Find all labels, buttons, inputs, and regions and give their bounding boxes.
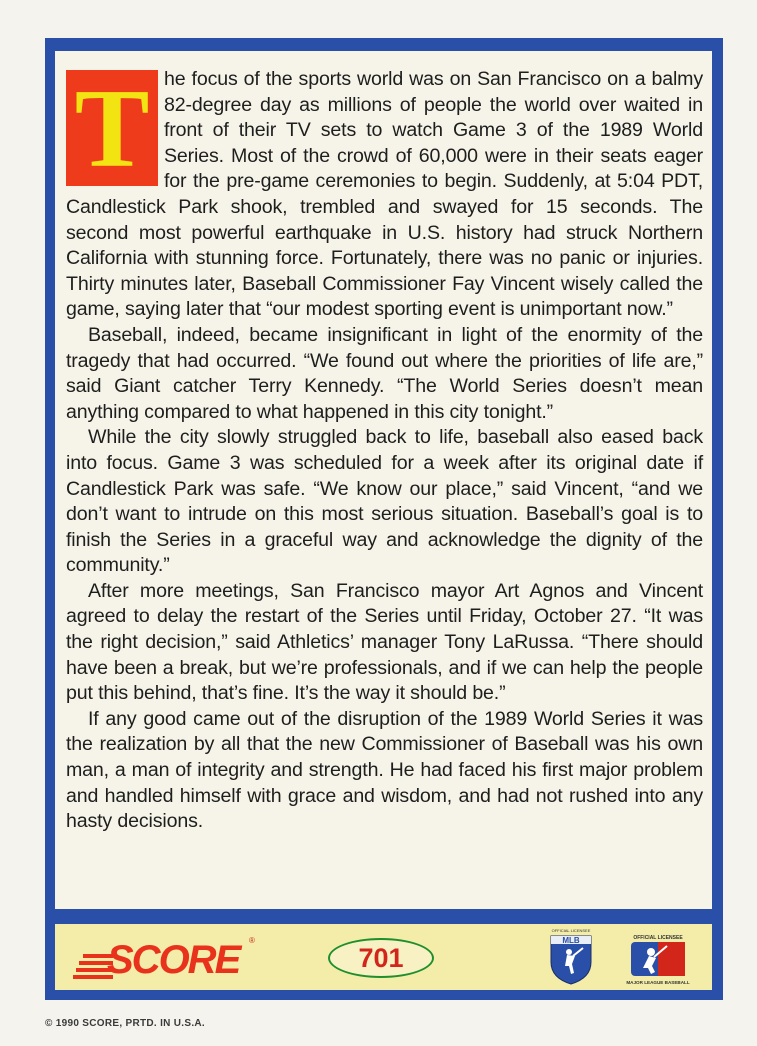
mlb-logo-icon	[547, 926, 595, 986]
article-body	[66, 67, 703, 835]
paragraph-3: While the city slowly struggled back to life, baseball also eased back into focus. Game 3 was scheduled for a week after its original date if Candlestick Park was safe. “We know our place,” said Vincent, “and we don’t want to intrude on this most serious situation. Baseball’s goal is to finish the Series in a graceful way and acknowledge the dignity of the community.”	[66, 426, 703, 577]
paragraph-1-text: he focus of the sports world was on San Francisco on a balmy 82-degree day as millions of people the world over waited in front of their TV sets to watch Game 3 of the 1989 World Series. Most of the crowd of 60,000 were in their seats eager for the pre-game ceremonies to begin. Suddenly, at 5:04 PDT, Candlestick Park shook, trembled and swayed for 15 seconds. The second most powerful earthquake in U.S. history had struck Northern California with stunning force. Fortunately, there was no panic or injuries. Thirty minutes later, Baseball Commissioner Fay Vincent wisely called the game, saying later that “our modest sporting event is unimportant now.”	[66, 68, 703, 321]
mlb-badge-caption: OFFICIAL LICENSEE	[551, 928, 591, 933]
paragraph-4: After more meetings, San Francisco mayor Art Agnos and Vincent agreed to delay the restart of the Series until Friday, October 27. “It was the right decision,” said Athletics’ manager Tony LaRussa. “There should have been a break, but we’re professionals, and if we can help the people put this behind, that’s fine. It’s the way it should be.”	[66, 579, 703, 705]
paragraph-2: Baseball, indeed, became insignificant in light of the enormity of the tragedy that had occurred. “We found out where the priorities of life are,” said Giant catcher Terry Kennedy. “The World Series doesn’t mean anything compared to what happened in this city tonight.”	[66, 323, 703, 423]
official-licensee-logo-icon	[623, 932, 693, 988]
drop-cap	[66, 67, 158, 191]
licensee-top-text: OFFICIAL LICENSEE	[633, 935, 683, 941]
score-logo	[73, 936, 253, 984]
drop-cap-letter: T	[74, 67, 150, 191]
paragraph-1	[66, 67, 703, 323]
card-footer	[55, 924, 712, 990]
paragraph-5: If any good came out of the disruption of the 1989 World Series it was the realization by all that the new Commissioner of Baseball was his own man, a man of integrity and strength. He had faced his first major problem and handled himself with grace and wisdom, and had not rushed into any hasty decisions.	[66, 707, 703, 833]
score-wordmark: SCORE	[107, 938, 240, 982]
card-number: 701	[358, 943, 404, 973]
copyright-line: © 1990 SCORE, PRTD. IN U.S.A.	[45, 1018, 205, 1029]
card-number-badge	[328, 938, 434, 978]
registered-mark: ®	[249, 936, 255, 945]
licensee-bottom-text: MAJOR LEAGUE BASEBALL	[626, 980, 690, 985]
mlb-logo-label: MLB	[562, 936, 580, 945]
